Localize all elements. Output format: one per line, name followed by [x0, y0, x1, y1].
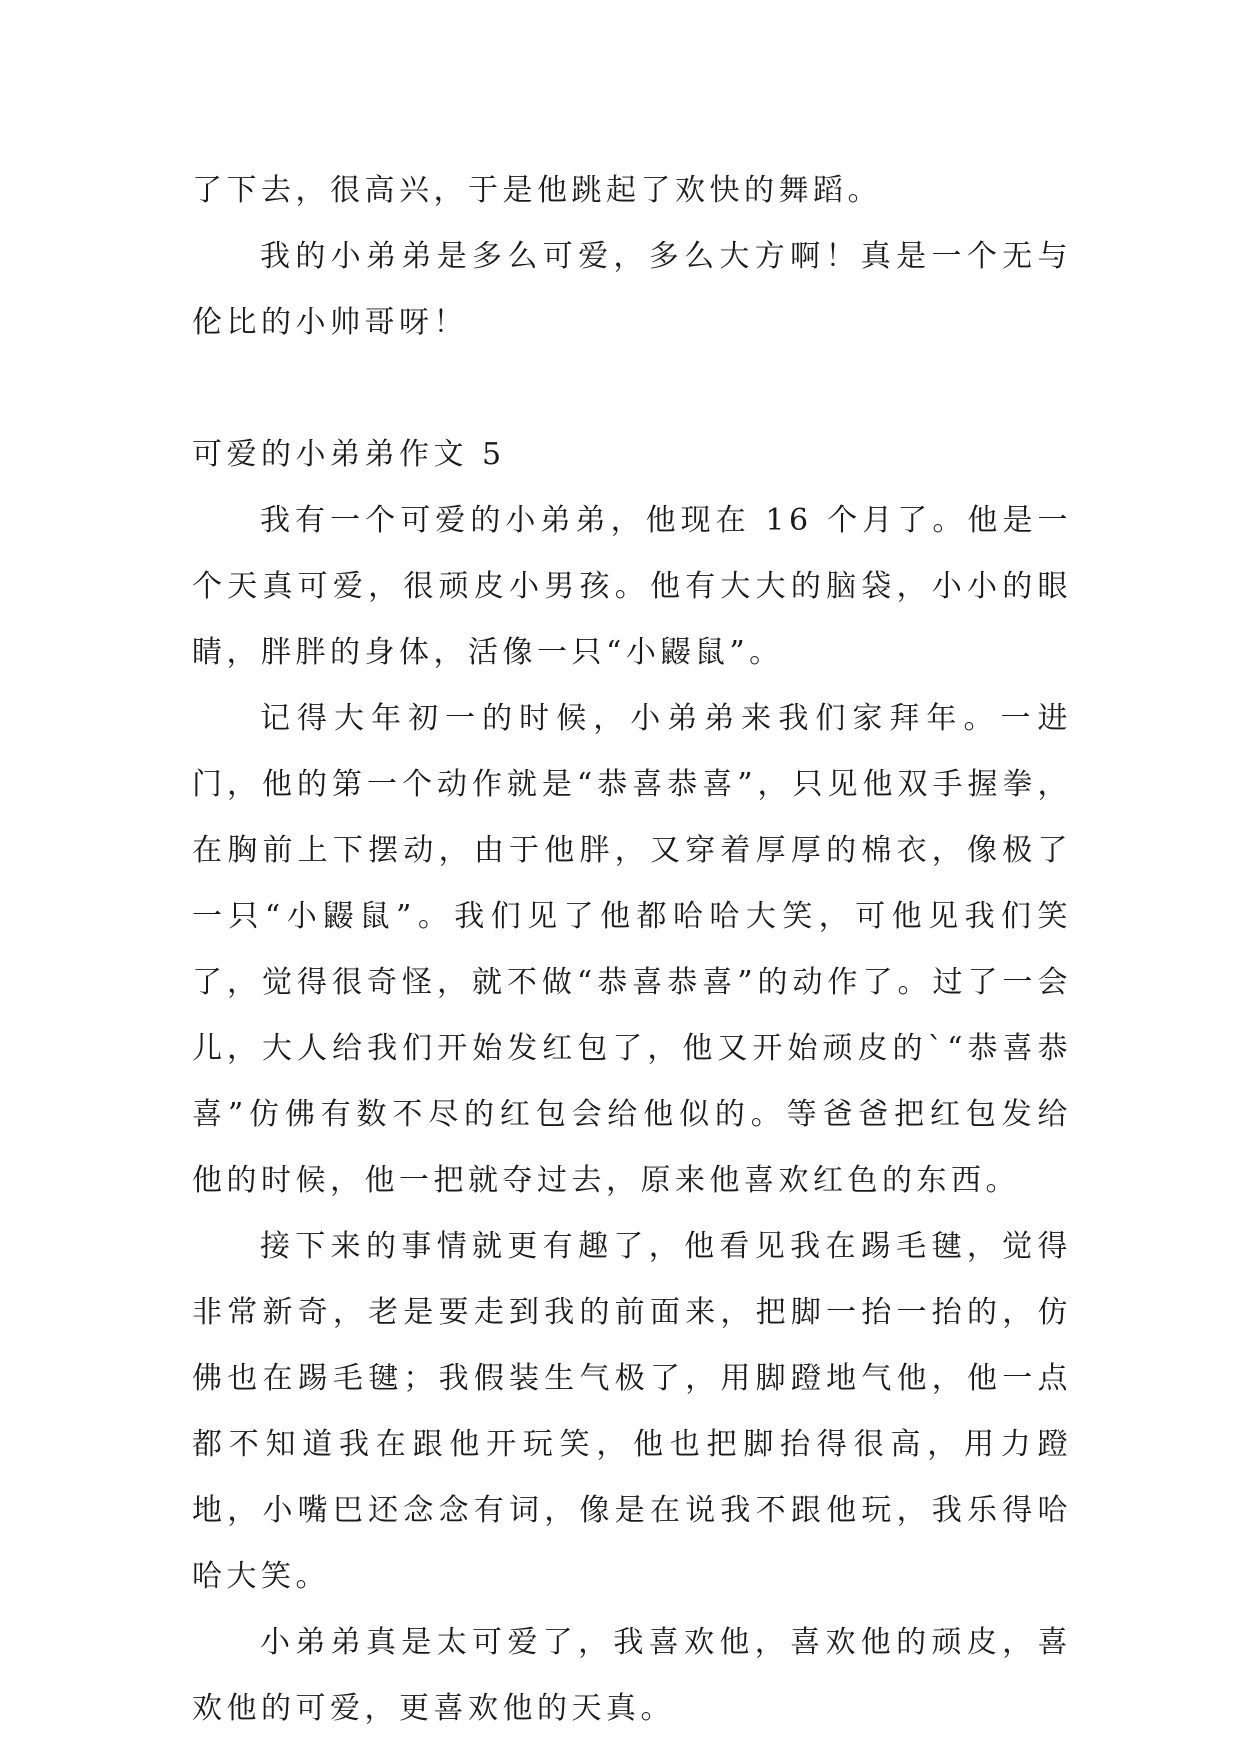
paragraph-1: 我有一个可爱的小弟弟，他现在 16 个月了。他是一个天真可爱，很顽皮小男孩。他有大大的脑袋，小小的眼睛，胖胖的身体，活像一只“小鼹鼠”。 — [192, 503, 1072, 670]
document-body — [192, 158, 1072, 1742]
paragraph-3: 接下来的事情就更有趣了，他看见我在踢毛毽，觉得非常新奇，老是要走到我的前面来，把脚一抬一抬的，仿佛也在踢毛毽；我假装生气极了，用脚蹬地气他，他一点都不知道我在跟他开玩笑，他也把脚抬得很高，用力蹬地，小嘴巴还念念有词，像是在说我不跟他玩，我乐得哈哈大笑。 — [192, 1229, 1072, 1594]
paragraph-continued: 了下去，很高兴，于是他跳起了欢快的舞蹈。 — [192, 173, 882, 208]
section-title: 可爱的小弟弟作文 5 — [192, 437, 506, 472]
paragraph-2: 记得大年初一的时候，小弟弟来我们家拜年。一进门，他的第一个动作就是“恭喜恭喜”，只见他双手握拳，在胸前上下摆动，由于他胖，又穿着厚厚的棉衣，像极了一只“小鼹鼠”。我们见了他都哈哈大笑，可他见我们笑了，觉得很奇怪，就不做“恭喜恭喜”的动作了。过了一会儿，大人给我们开始发红包了，他又开始顽皮的`“恭喜恭喜”仿佛有数不尽的红包会给他似的。等爸爸把红包发给他的时候，他一把就夺过去，原来他喜欢红色的东西。 — [192, 701, 1072, 1198]
paragraph-4: 小弟弟真是太可爱了，我喜欢他，喜欢他的顽皮，喜欢他的可爱，更喜欢他的天真。 — [192, 1625, 1072, 1726]
paragraph-conclusion: 我的小弟弟是多么可爱，多么大方啊！真是一个无与伦比的小帅哥呀！ — [192, 239, 1072, 340]
